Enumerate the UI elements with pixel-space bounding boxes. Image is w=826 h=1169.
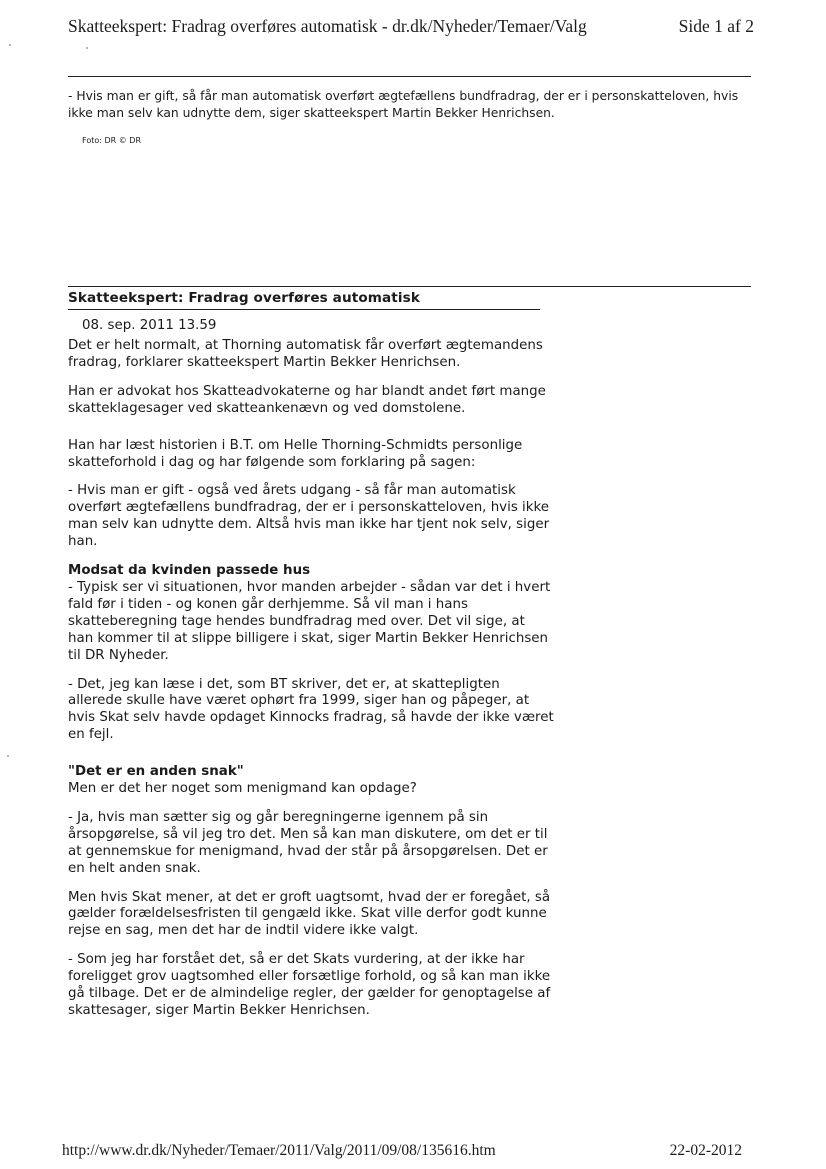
- subheading: "Det er en anden snak": [68, 764, 244, 780]
- title-underline: [68, 309, 540, 310]
- page-number: Side 1 af 2: [678, 16, 754, 36]
- paragraph: - Som jeg har forstået det, så er det Skats vurdering, at der ikke har foreligget grov uagtsomhed eller forsætlige forhold, og så kan man ikke gå tilbage. Det er de almindelige regler, der gælder for genoptagelse af skattesager, siger Martin Bekker Henrichsen.: [68, 952, 551, 1018]
- paragraph: - Ja, hvis man sætter sig og går beregningerne igennem på sin årsopgørelse, så vil jeg tro det. Men så kan man diskutere, om det er til at gennemskue for menigmand, hvad der står på årsopgørelsen. Det er en helt anden snak.: [68, 809, 548, 876]
- scan-speck: [9, 44, 11, 46]
- article-date: 08. sep. 2011 13.59: [82, 318, 217, 333]
- footer-url: http://www.dr.dk/Nyheder/Temaer/2011/Valg/2011/09/08/135616.htm: [62, 1142, 496, 1159]
- paragraph: Men hvis Skat mener, at det er groft uagtsomt, hvad der er foregået, så gælder forældelsesfristen til gengæld ikke. Skat ville derfor godt kunne rejse en sag, men det har de indtil videre ikke valgt.: [68, 889, 551, 939]
- paragraph: Han har læst historien i B.T. om Helle Thorning-Schmidts personlige skatteforhold i dag og har følgende som forklaring på sagen:: [68, 437, 523, 470]
- paragraph: - Typisk ser vi situationen, hvor manden arbejder - sådan var det i hvert fald før i tiden - og konen går derhjemme. Så vil man i hans skatteberegning tage hendes bundfradrag med over. Det vil sige, at han kommer til at slippe billigere i skat, siger Martin Bekker Henrichsen til DR Nyheder.: [68, 579, 551, 663]
- paragraph: Han er advokat hos Skatteadvokaterne og har blandt andet ført mange skatteklagesager ved skatteankenævn og ved domstolene.: [68, 383, 546, 416]
- photo-credit: Foto: DR © DR: [82, 136, 142, 145]
- paragraph: Det er helt normalt, at Thorning automatisk får overført ægtemandens fradrag, forklarer skatteekspert Martin Bekker Henrichsen.: [68, 338, 543, 370]
- paragraph: Men er det her noget som menigmand kan opdage?: [68, 781, 417, 797]
- print-header-title: Skatteekspert: Fradrag overføres automatisk - dr.dk/Nyheder/Temaer/Valg: [68, 16, 587, 36]
- footer-date: 22-02-2012: [669, 1142, 742, 1159]
- article-body: [68, 338, 554, 1020]
- paragraph: - Det, jeg kan læse i det, som BT skriver, det er, at skattepligten allerede skulle have været ophørt fra 1999, siger han og påpeger, at hvis Skat selv havde opdaget Kinnocks fradrag, så havde der ikke været en fejl.: [68, 676, 554, 743]
- subheading: Modsat da kvinden passede hus: [68, 563, 311, 579]
- scan-speck: [7, 755, 9, 757]
- article-title: Skatteekspert: Fradrag overføres automatisk: [68, 290, 420, 306]
- divider-article: [68, 286, 751, 287]
- divider-top: [68, 76, 751, 77]
- paragraph: - Hvis man er gift - også ved årets udgang - så får man automatisk overført ægtefællens bundfradrag, der er i personskatteloven, hvis ikke man selv kan udnytte dem. Altså hvis man ikke har tjent nok selv, siger han.: [68, 483, 550, 550]
- lead-paragraph: - Hvis man er gift, så får man automatisk overført ægtefællens bundfradrag, der er i personskatteloven, hvis ikke man selv kan udnytte dem, siger skatteekspert Martin Bekker Henrichsen.: [68, 89, 739, 120]
- scan-speck: [86, 47, 88, 49]
